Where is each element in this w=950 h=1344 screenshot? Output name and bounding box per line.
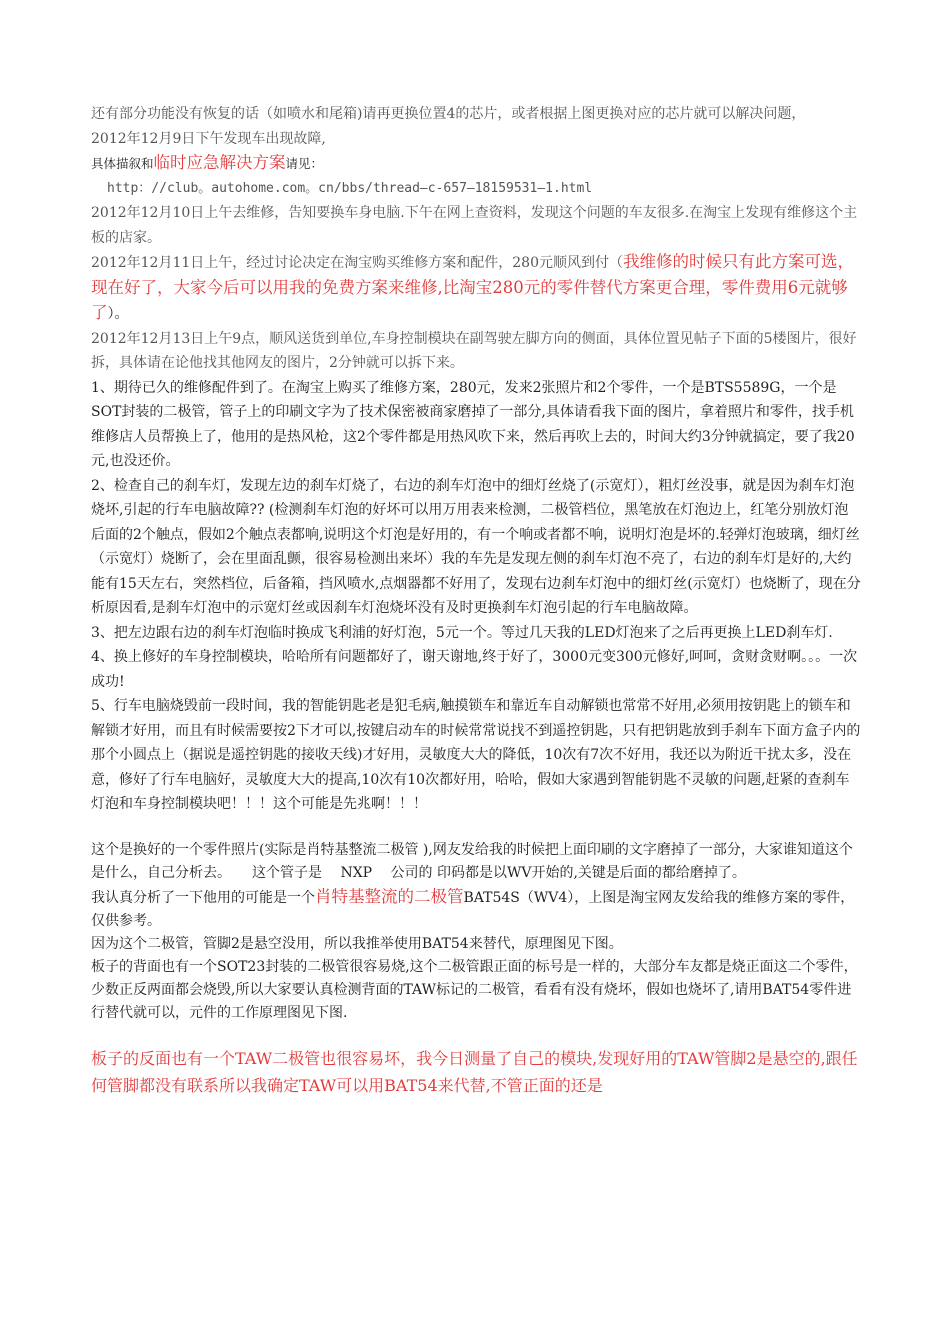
- paragraph-solution-ref: [91, 151, 861, 177]
- document-body: [91, 102, 861, 1099]
- dec-11-close: ）。: [107, 306, 129, 322]
- list-item-5: 5、行车电脑烧毁前一段时间，我的智能钥匙老是犯毛病,触摸锁车和靠近车自动解锁也常常不好用,必须用按钥匙上的锁车和解锁才好用，而且有时候需要按2下才可以,按键启动车的时候常常说找不到遥控钥匙，只有把钥匙放到手刹车下面方盒子内的那个小圆点上（据说是遥控钥匙的接收天线)才好用，灵敏度大大的降低，10次有7次不好用，我还以为附近干扰太多，没在意，修好了行车电脑好，灵敏度大大的提高,10次有10次都好用，哈哈，假如大家遇到智能钥匙不灵敏的问题,赶紧的查刹车灯泡和车身控制模块吧！！！这个可能是先兆啊！！！: [91, 698, 861, 812]
- list-item-1: 1、期待已久的维修配件到了。在淘宝上购买了维修方案，280元，发来2张照片和2个零件，一个是BTS5589G，一个是SOT封装的二极管，管子上的印刷文字为了技术保密被商家磨掉了一部分,具体请看我下面的图片，拿着照片和零件，找手机维修店人员帮换上了，他用的是热风枪，这2个零件都是用热风吹下来，然后再吹上去的，时间大约3分钟就搞定，要了我20元,也没还价。: [91, 379, 855, 469]
- paragraph-dec-13: 2012年12月13日上午9点，顺风送货到单位,车身控制模块在副驾驶左脚方向的侧面，具体位置见帖子下面的5楼图片，很好拆，具体请在论他找其他网友的图片，2分钟就可以拆下来。: [91, 330, 857, 371]
- analysis-prefix: 我认真分析了一下他用的可能是一个: [91, 889, 315, 906]
- dec-11-highlight: 我维修的时候只有此方案可选，现在好了，大家今后可以用我的免费方案来维修,比淘宝280元的零件替代方案更合理，零件费用6元就够了: [91, 252, 854, 322]
- paragraph-part-photo: 这个是换好的一个零件照片(实际是肖特基整流二极管 ),网友发给我的时候把上面印刷的文字磨掉了一部分，大家谁知道这个是什么，自己分析去。 这个管子是 NXP 公司的 印码都是以WV开始的,关键是后面的都给磨掉了。: [91, 841, 853, 881]
- paragraph-dec-10: 2012年12月10日上午去维修，告知要换车身电脑.下午在网上查资料，发现这个问题的车友很多.在淘宝上发现有维修这个主板的店家。: [91, 205, 858, 246]
- dec-11-text: 2012年12月11日上午，经过讨论决定在淘宝购买维修方案和配件，280元顺风到付（: [91, 255, 623, 271]
- paragraph-dec-11: [91, 250, 861, 327]
- spacer: [91, 1025, 861, 1045]
- paragraph-analysis: [91, 885, 861, 933]
- list-item-4: 4、换上修好的车身控制模块，哈哈所有问题都好了，谢天谢地,终于好了，3000元变300元修好,呵呵，贪财贪财啊。。。一次成功!: [91, 649, 858, 690]
- analysis-suffix: BAT54S（WV4），上图是淘宝网友发给我的维修方案的零件，仅供参考。: [91, 889, 855, 929]
- paragraph-taw-note: 板子的反面也有一个TAW二极管也很容易坏，我今日测量了自己的模块,发现好用的TAW管脚2是悬空的,跟任何管脚都没有联系所以我确定TAW可以用BAT54来代替,不管正面的还是: [91, 1048, 858, 1095]
- paragraph-chip-replacement: 还有部分功能没有恢复的话（如喷水和尾箱)请再更换位置4的芯片，或者根据上图更换对应的芯片就可以解决问题，: [91, 106, 806, 122]
- solution-ref-suffix: 请见：: [285, 156, 324, 171]
- list-item-2: 2、检查自己的刹车灯，发现左边的刹车灯烧了，右边的刹车灯泡中的细灯丝烧了(示宽灯），粗灯丝没事，就是因为刹车灯泡烧坏,引起的行车电脑故障?? (检测刹车灯泡的好坏可以用万用表来检测，二极管档位，黑笔放在灯泡边上，红笔分别放灯泡后面的2个触点，假如2个触点表都响,说明这个灯泡是好用的，有一个响或者都不响，说明灯泡是坏的.轻弹灯泡玻璃，细灯丝（示宽灯）烧断了，会在里面乱颤，很容易检测出来坏）我的车先是发现左侧的刹车灯泡不亮了，右边的刹车灯是好的,大约能有15天左右，突然档位，后备箱，挡风喷水,点烟器都不好用了，发现右边刹车灯泡中的细灯丝(示宽灯）也烧断了，现在分析原因看,是刹车灯泡中的示宽灯丝或因刹车灯泡烧坏没有及时更换刹车灯泡引起的行车电脑故障。: [91, 477, 861, 616]
- paragraph-backside: 板子的背面也有一个SOT23封装的二极管很容易烧,这个二极管跟正面的标号是一样的，大部分车友都是烧正面这二个零件，少数正反两面都会烧毁,所以大家要认真检测背面的TAW标记的二极管，看看有没有烧坏，假如也烧坏了,请用BAT54零件进行替代就可以，元件的工作原理图见下图.: [91, 958, 858, 1021]
- spacer: [91, 817, 861, 839]
- solution-ref-highlight: 临时应急解决方案: [153, 153, 286, 172]
- forum-link[interactable]: http：//club。autohome.com。cn/bbs/thread—c-657—18159531—1.html: [107, 180, 593, 196]
- paragraph-dec-9: 2012年12月9日下午发现车出现故障,: [91, 130, 326, 147]
- list-item-3: 3、把左边跟右边的刹车灯泡临时换成飞利浦的好灯泡，5元一个。等过几天我的LED灯泡来了之后再更换上LED刹车灯.: [91, 624, 833, 641]
- solution-ref-prefix: 具体描叙和: [91, 156, 154, 171]
- paragraph-bat54: 因为这个二极管，管脚2是悬空没用，所以我推举使用BAT54来替代，原理图见下图。: [91, 935, 623, 952]
- analysis-highlight: 肖特基整流的二极管: [315, 886, 464, 906]
